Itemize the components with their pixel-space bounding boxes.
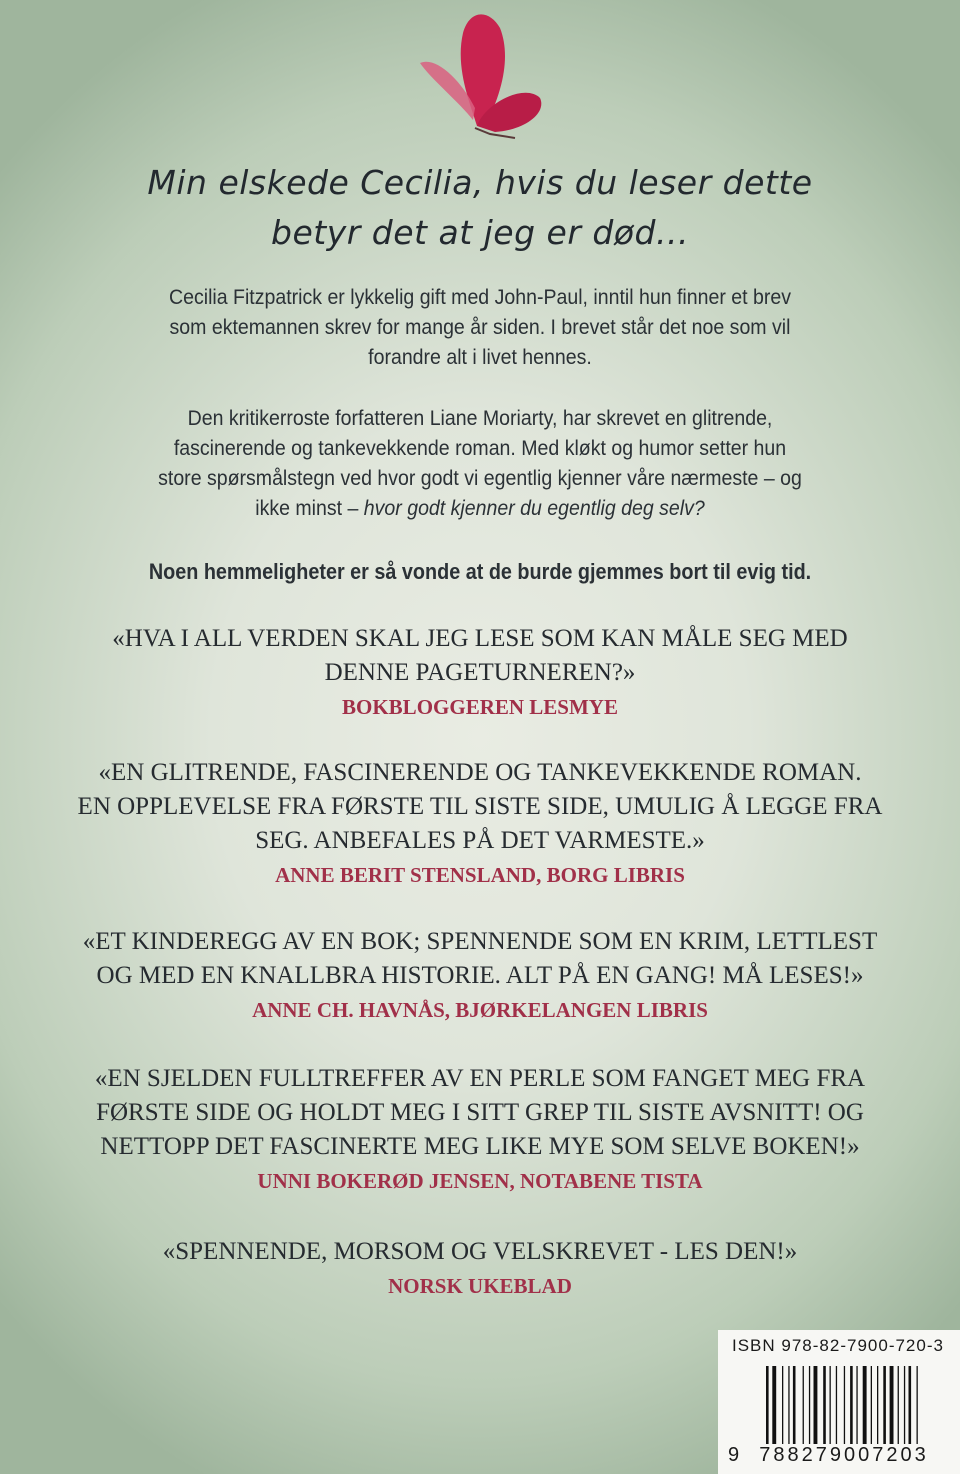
isbn-label: ISBN 978-82-7900-720-3 [732,1336,944,1355]
barcode-number: 788279007203 [759,1444,929,1466]
barcode-bar [788,1366,789,1444]
barcode-bar [844,1366,845,1444]
barcode-bar [871,1366,872,1444]
text-line: store spørsmålstegn ved hvor godt vi egentlig kjenner våre nærmeste – og [158,467,802,490]
barcode-bar [823,1366,826,1444]
quote-line: «ET KINDEREGG AV EN BOK; SPENNENDE SOM EN KRIM, LETTLEST [82,928,878,955]
barcode-bar [793,1366,796,1444]
quote-line: «HVA I ALL VERDEN SKAL JEG LESE SOM KAN MÅLE SEG MED [112,625,848,652]
text-line: fascinerende og tankevekkende roman. Med kløkt og humor setter hun [173,437,787,460]
barcode-bar [856,1366,857,1444]
barcode-bar [766,1366,769,1456]
description-paragraph [34,404,927,524]
barcode-bar [850,1366,853,1444]
quote-line: SEG. ANBEFALES PÅ DET VARMESTE.» [255,827,705,854]
intro-paragraph [34,283,927,373]
barcode-bar [909,1366,912,1444]
text-line: forandre alt i livet hennes. [368,346,592,369]
quote-line: EN OPPLEVELSE FRA FØRSTE TIL SISTE SIDE, UMULIG Å LEGGE FRA [77,793,883,820]
text-italic: hvor godt kjenner du egentlig deg selv? [363,497,705,520]
barcode-bar [917,1366,918,1456]
barcode-bar [904,1366,905,1444]
barcode-bar [863,1366,867,1444]
quote-line: «EN SJELDEN FULLTREFFER AV EN PERLE SOM FANGET MEG FRA [94,1065,866,1092]
quote-line: FØRSTE SIDE OG HOLDT MEG I SITT GREP TIL SISTE AVSNITT! OG [96,1099,864,1126]
review-quote [0,1235,960,1303]
handwritten-quote [0,158,960,258]
quote-line: DENNE PAGETURNEREN?» [324,659,636,686]
text-line [34,494,927,524]
review-quote [0,756,960,892]
text-plain: ikke minst – [255,497,364,520]
barcode-bar [782,1366,783,1444]
barcode-bar [898,1366,899,1444]
quote-source: BOKBLOGGEREN LESMYE [342,695,618,719]
barcode-bar [830,1366,831,1444]
review-quote [0,1062,960,1198]
quote-line: OG MED EN KNALLBRA HISTORIE. ALT PÅ EN GANG! MÅ LESES!» [96,962,864,989]
butterfly-icon [415,8,550,140]
review-quote [0,622,960,724]
tagline: Noen hemmeligheter er så vonde at de burde gjemmes bort til evig tid. [148,559,812,584]
barcode-first-digit: 9 [728,1444,743,1466]
handwritten-line: betyr det at jeg er død... [271,213,689,252]
quote-source: UNNI BOKERØD JENSEN, NOTABENE TISTA [257,1169,703,1193]
quote-line: «EN GLITRENDE, FASCINERENDE OG TANKEVEKKENDE ROMAN. [98,759,862,786]
barcode-bars [766,1366,946,1456]
text-line: Cecilia Fitzpatrick er lykkelig gift med John-Paul, inntil hun finner et brev [169,286,791,309]
barcode-bar [877,1366,878,1444]
quote-source: ANNE CH. HAVNÅS, BJØRKELANGEN LIBRIS [252,998,708,1022]
quote-line: «SPENNENDE, MORSOM OG VELSKREVET - LES DEN!» [162,1238,798,1265]
barcode-bar [836,1366,837,1444]
barcode-bar [772,1366,776,1456]
barcode-bar [890,1366,894,1444]
quote-source: ANNE BERIT STENSLAND, BORG LIBRIS [275,863,685,887]
quote-source: NORSK UKEBLAD [388,1274,572,1298]
handwritten-line: Min elskede Cecilia, hvis du leser dette [147,163,813,202]
barcode-bar [809,1366,810,1444]
isbn-barcode [718,1330,960,1474]
barcode-bar [803,1366,804,1444]
barcode-bar [814,1366,818,1444]
barcode-bar [883,1366,886,1444]
quote-line: NETTOPP DET FASCINERTE MEG LIKE MYE SOM SELVE BOKEN!» [100,1133,860,1160]
review-quote [0,925,960,1027]
barcode-digits [728,1444,929,1467]
text-line: Den kritikerroste forfatteren Liane Moriarty, har skrevet en glitrende, [187,407,773,430]
text-line: som ektemannen skrev for mange år siden. I brevet står det noe som vil [169,316,791,339]
